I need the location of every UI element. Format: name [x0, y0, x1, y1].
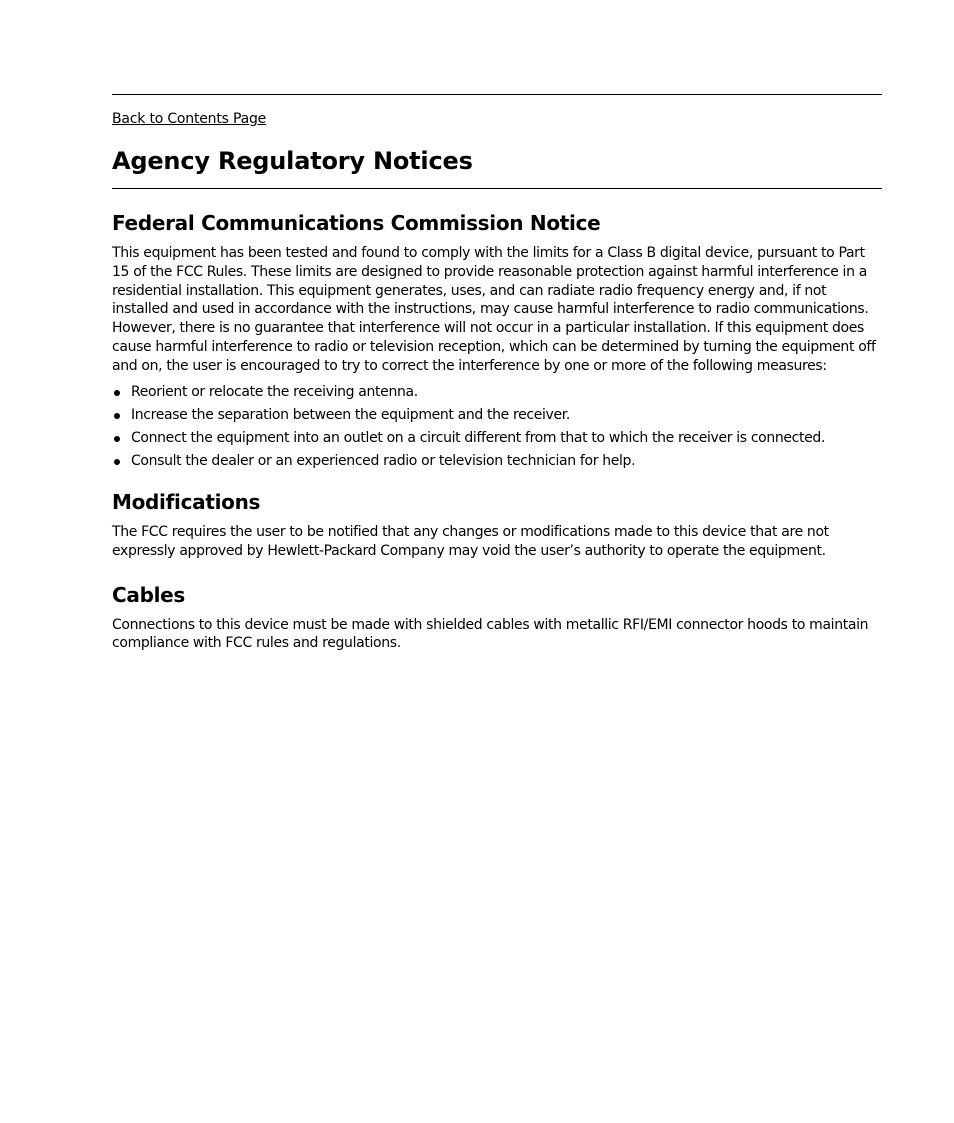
document-content	[112, 209, 882, 653]
cables-body: Connections to this device must be made with shielded cables with metallic RFI/EMI connector hoods to maintain compliance with FCC rules and regulations.	[112, 616, 869, 652]
bullet-icon	[114, 436, 120, 442]
top-divider	[112, 94, 882, 95]
list-item-text: Connect the equipment into an outlet on a circuit different from that to which the receiver is connected.	[131, 430, 826, 447]
fcc-notice-heading: Federal Communications Commission Notice	[112, 211, 601, 235]
list-item-text: Reorient or relocate the receiving antenna.	[131, 383, 418, 400]
list-item	[112, 452, 882, 471]
cables-heading: Cables	[112, 582, 186, 607]
bullet-icon	[114, 413, 120, 419]
bullet-icon	[114, 390, 120, 396]
modifications-heading: Modifications	[112, 489, 261, 514]
list-item	[112, 429, 882, 448]
bullet-icon	[114, 459, 120, 465]
list-item	[112, 406, 882, 425]
cables-section	[112, 581, 882, 654]
title-divider	[112, 188, 882, 189]
modifications-body: The FCC requires the user to be notified that any changes or modifications made to this device that are not expressly approved by Hewlett-Packard Company may void the user’s authority to operate the equipment.	[112, 523, 829, 559]
back-to-contents-link[interactable]: Back to Contents Page	[112, 111, 267, 127]
fcc-notice-section	[112, 209, 882, 471]
fcc-notice-body: This equipment has been tested and found to comply with the limits for a Class B digital device, pursuant to Part 15 of the FCC Rules. These limits are designed to provide reasonable protection against harmful interference in a residential installation. This equipment generates, uses, and can radiate radio frequency energy and, if not installed and used in accordance with the instructions, may cause harmful interference to radio communications. However, there is no guarantee that interference will not occur in a particular installation. If this equipment does cause harmful interference to radio or television reception, which can be determined by turning the equipment off and on, the user is encouraged to try to correct the interference by one or more of the following measures:	[112, 245, 876, 374]
modifications-section	[112, 488, 882, 561]
list-item	[112, 383, 882, 402]
list-item-text: Consult the dealer or an experienced radio or television technician for help.	[131, 453, 636, 470]
page-title: Agency Regulatory Notices	[112, 147, 473, 175]
measures-list	[112, 383, 882, 471]
list-item-text: Increase the separation between the equipment and the receiver.	[131, 406, 570, 423]
